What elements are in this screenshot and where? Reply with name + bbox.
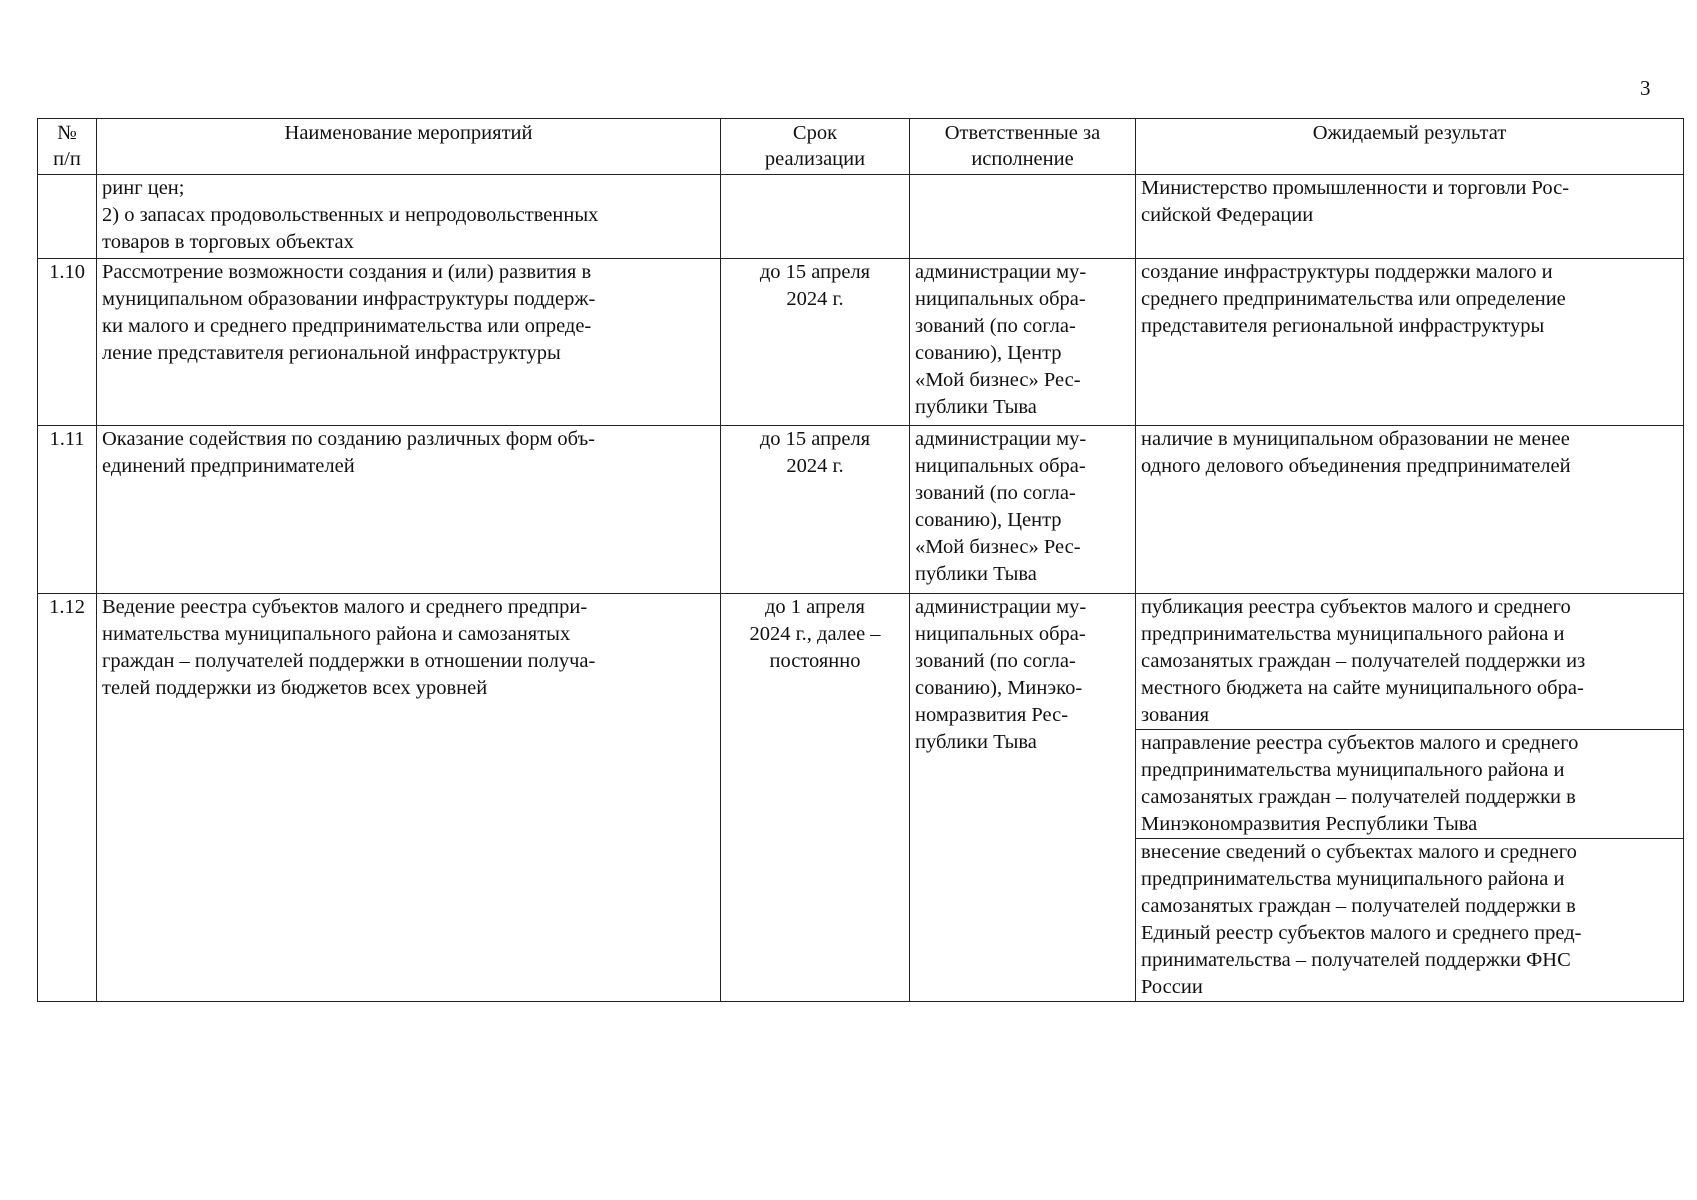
table-header-row xyxy=(38,119,1684,175)
table-row xyxy=(38,175,1684,259)
measure-term: до 15 апреля 2024 г. xyxy=(721,259,910,426)
measures-table xyxy=(37,118,1684,1002)
header-result: Ожидаемый результат xyxy=(1136,119,1684,175)
result-item: направление реестра субъектов малого и среднего предпринимательства муниципального района и самозанятых граждан – получателей поддержки в Минэкономразвития Республики Тыва xyxy=(1136,729,1683,838)
header-name: Наименование мероприятий xyxy=(97,119,721,175)
measure-result xyxy=(1136,259,1684,426)
measure-responsible xyxy=(910,175,1136,259)
result-item: публикация реестра субъектов малого и среднего предпринимательства муниципального района и самозанятых граждан – получателей поддержки из местного бюджета на сайте муниципального обра- зования xyxy=(1141,596,1586,726)
table-row xyxy=(38,426,1684,594)
measure-name: Оказание содействия по созданию различных форм объ- единений предпринимателей xyxy=(97,426,721,594)
measure-responsible: администрации му- ниципальных обра- зований (по согла- сованию), Центр «Мой бизнес» Рес- публики Тыва xyxy=(910,259,1136,426)
measure-name: Ведение реестра субъектов малого и среднего предпри- нимательства муниципального района и самозанятых граждан – получателей поддержки в отношении получа- телей поддержки из бюджетов всех уровней xyxy=(97,594,721,1002)
measure-responsible: администрации му- ниципальных обра- зований (по согла- сованию), Минэко- номразвития Рес- публики Тыва xyxy=(910,594,1136,1002)
row-number xyxy=(38,175,97,259)
measure-result xyxy=(1136,594,1684,1002)
measure-responsible: администрации му- ниципальных обра- зований (по согла- сованию), Центр «Мой бизнес» Рес- публики Тыва xyxy=(910,426,1136,594)
row-number: 1.11 xyxy=(38,426,97,594)
result-item: внесение сведений о субъектах малого и среднего предпринимательства муниципального района и самозанятых граждан – получателей поддержки в Единый реестр субъектов малого и среднего пред- принимательства – получателей поддержки ФНС России xyxy=(1136,838,1683,1001)
measure-name: Рассмотрение возможности создания и (или) развития в муниципальном образовании инфраструктуры поддерж- ки малого и среднего предпринимательства или опреде- ление представителя региональной инфраструктуры xyxy=(97,259,721,426)
page-number: 3 xyxy=(1640,76,1651,100)
table-row xyxy=(38,594,1684,1002)
header-number: № п/п xyxy=(38,119,97,175)
result-item: Министерство промышленности и торговли Рос- сийской Федерации xyxy=(1141,177,1570,226)
measure-result xyxy=(1136,426,1684,594)
measure-result xyxy=(1136,175,1684,259)
result-item: создание инфраструктуры поддержки малого и среднего предпринимательства или определение представителя региональной инфраструктуры xyxy=(1141,261,1566,337)
result-item: наличие в муниципальном образовании не менее одного делового объединения предпринимателей xyxy=(1141,428,1571,477)
row-number: 1.10 xyxy=(38,259,97,426)
measure-term: до 15 апреля 2024 г. xyxy=(721,426,910,594)
header-term: Срок реализации xyxy=(721,119,910,175)
row-number: 1.12 xyxy=(38,594,97,1002)
measure-name: ринг цен; 2) о запасах продовольственных и непродовольственных товаров в торговых объектах xyxy=(97,175,721,259)
measure-term xyxy=(721,175,910,259)
header-responsible: Ответственные за исполнение xyxy=(910,119,1136,175)
measure-term: до 1 апреля 2024 г., далее – постоянно xyxy=(721,594,910,1002)
table-row xyxy=(38,259,1684,426)
